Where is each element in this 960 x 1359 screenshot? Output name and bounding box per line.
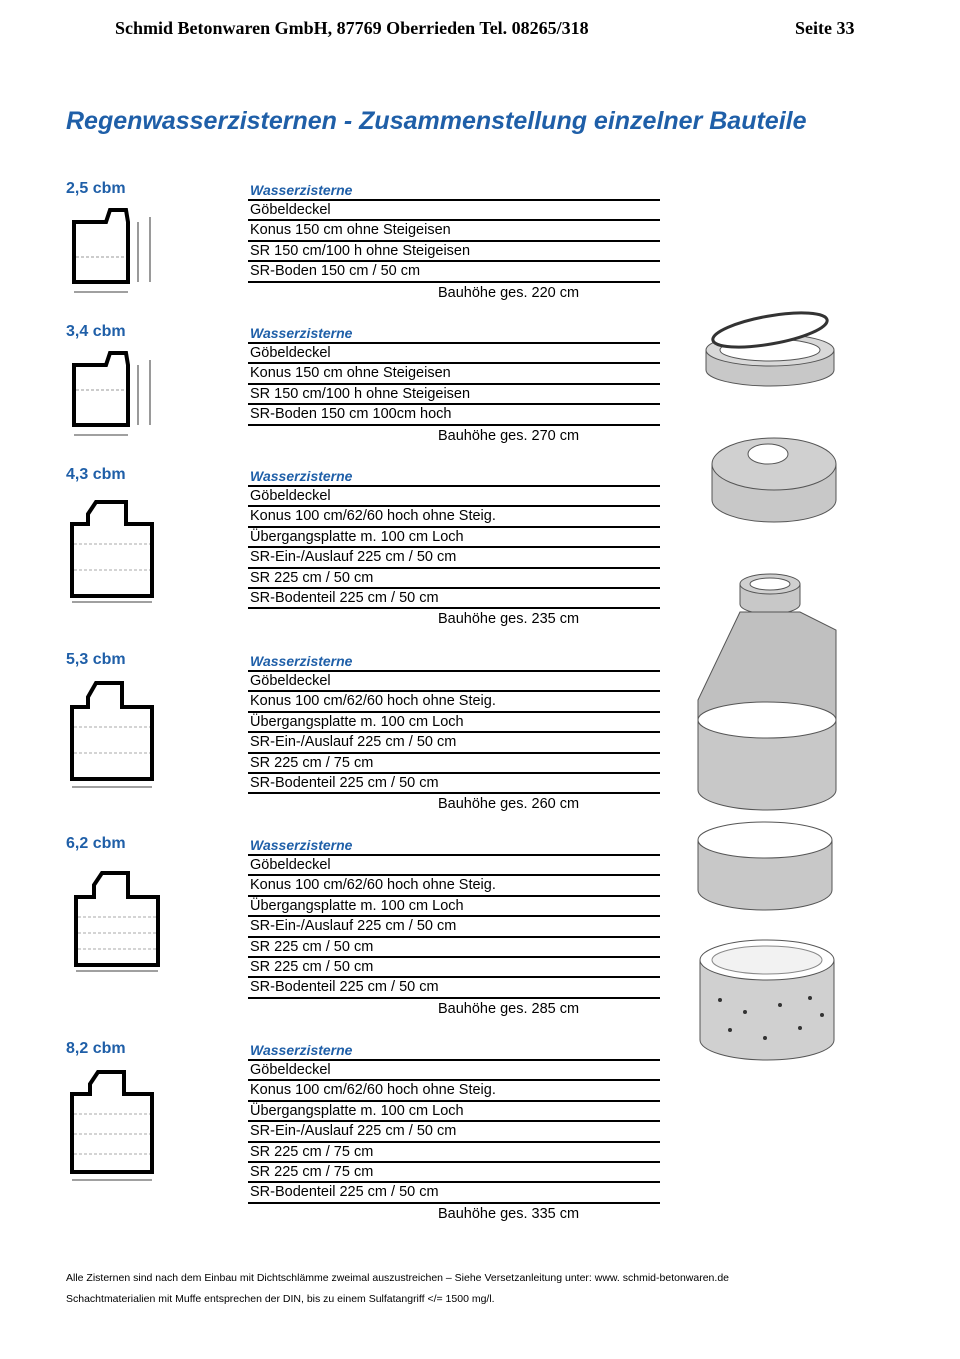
base-ring-illustration <box>700 940 834 1060</box>
parts-table <box>248 651 660 815</box>
table-row: SR-Bodenteil 225 cm / 50 cm <box>248 1183 660 1203</box>
volume-label: 5,3 cbm <box>66 651 126 668</box>
footer-note: Alle Zisternen sind nach dem Einbau mit Dichtschlämme zweimal auszustreichen – Siehe Versetzanleitung unter: www. schmid-betonwaren.de <box>66 1272 729 1284</box>
cistern-diagram-large <box>66 1064 166 1186</box>
table-row: SR 225 cm / 75 cm <box>248 1143 660 1163</box>
cone-and-rings-illustration <box>698 574 836 910</box>
cistern-diagram-large <box>66 492 166 604</box>
table-row: Göbeldeckel <box>248 487 660 507</box>
total-height: Bauhöhe ges. 260 cm <box>438 796 580 813</box>
table-row: SR-Boden 150 cm / 50 cm <box>248 262 660 282</box>
volume-label: 3,4 cbm <box>66 323 126 340</box>
table-row: Übergangsplatte m. 100 cm Loch <box>248 713 660 733</box>
parts-table <box>248 323 660 447</box>
table-heading: Wasserzisterne <box>248 323 660 344</box>
table-row: Göbeldeckel <box>248 672 660 692</box>
table-row: Konus 100 cm/62/60 hoch ohne Steig. <box>248 692 660 712</box>
table-row: SR 150 cm/100 h ohne Steigeisen <box>248 242 660 262</box>
table-heading: Wasserzisterne <box>248 835 660 856</box>
table-row: SR-Bodenteil 225 cm / 50 cm <box>248 978 660 998</box>
total-height: Bauhöhe ges. 220 cm <box>438 284 580 301</box>
table-row: SR 225 cm / 50 cm <box>248 569 660 589</box>
table-row: Konus 150 cm ohne Steigeisen <box>248 364 660 384</box>
table-row: SR-Bodenteil 225 cm / 50 cm <box>248 774 660 794</box>
table-heading: Wasserzisterne <box>248 1040 660 1061</box>
total-height: Bauhöhe ges. 270 cm <box>438 427 580 444</box>
cistern-diagram-small <box>66 202 166 297</box>
page-number: Seite 33 <box>795 18 855 38</box>
cistern-diagram-large <box>66 865 176 977</box>
volume-label: 2,5 cbm <box>66 180 126 197</box>
component-illustrations <box>690 300 860 1070</box>
transition-plate-illustration <box>712 438 836 522</box>
table-row: Konus 100 cm/62/60 hoch ohne Steig. <box>248 876 660 896</box>
cistern-diagram-large <box>66 675 166 793</box>
company-header: Schmid Betonwaren GmbH, 87769 Oberrieden Tel. 08265/318 <box>115 18 589 38</box>
table-row: Göbeldeckel <box>248 344 660 364</box>
table-row: SR-Ein-/Auslauf 225 cm / 50 cm <box>248 917 660 937</box>
volume-label: 4,3 cbm <box>66 466 126 483</box>
volume-label: 8,2 cbm <box>66 1040 126 1057</box>
table-row: SR-Bodenteil 225 cm / 50 cm <box>248 589 660 609</box>
parts-table <box>248 466 660 630</box>
table-heading: Wasserzisterne <box>248 180 660 201</box>
parts-table <box>248 1040 660 1225</box>
table-row: SR-Ein-/Auslauf 225 cm / 50 cm <box>248 1122 660 1142</box>
lid-illustration <box>706 306 834 386</box>
page-title: Regenwasserzisternen - Zusammenstellung einzelner Bauteile <box>66 107 807 135</box>
table-row: Göbeldeckel <box>248 1061 660 1081</box>
table-row: SR 225 cm / 75 cm <box>248 754 660 774</box>
table-row: Konus 100 cm/62/60 hoch ohne Steig. <box>248 507 660 527</box>
table-row: Konus 100 cm/62/60 hoch ohne Steig. <box>248 1081 660 1101</box>
table-row: Konus 150 cm ohne Steigeisen <box>248 221 660 241</box>
total-height: Bauhöhe ges. 335 cm <box>438 1205 580 1222</box>
volume-label: 6,2 cbm <box>66 835 126 852</box>
total-height: Bauhöhe ges. 285 cm <box>438 1000 580 1017</box>
table-row: SR-Ein-/Auslauf 225 cm / 50 cm <box>248 733 660 753</box>
table-row: SR-Ein-/Auslauf 225 cm / 50 cm <box>248 548 660 568</box>
table-heading: Wasserzisterne <box>248 651 660 672</box>
table-row: SR 150 cm/100 h ohne Steigeisen <box>248 385 660 405</box>
parts-table <box>248 180 660 304</box>
table-row: Göbeldeckel <box>248 856 660 876</box>
table-row: SR 225 cm / 50 cm <box>248 938 660 958</box>
parts-table <box>248 835 660 1020</box>
table-row: SR 225 cm / 50 cm <box>248 958 660 978</box>
table-row: Übergangsplatte m. 100 cm Loch <box>248 1102 660 1122</box>
cistern-diagram-small <box>66 345 166 440</box>
table-row: SR-Boden 150 cm 100cm hoch <box>248 405 660 425</box>
table-row: Übergangsplatte m. 100 cm Loch <box>248 528 660 548</box>
table-row: Göbeldeckel <box>248 201 660 221</box>
footer-note: Schachtmaterialien mit Muffe entsprechen der DIN, bis zu einem Sulfatangriff </= 1500 mg/l. <box>66 1293 495 1305</box>
total-height: Bauhöhe ges. 235 cm <box>438 611 580 628</box>
table-heading: Wasserzisterne <box>248 466 660 487</box>
table-row: SR 225 cm / 75 cm <box>248 1163 660 1183</box>
table-row: Übergangsplatte m. 100 cm Loch <box>248 897 660 917</box>
